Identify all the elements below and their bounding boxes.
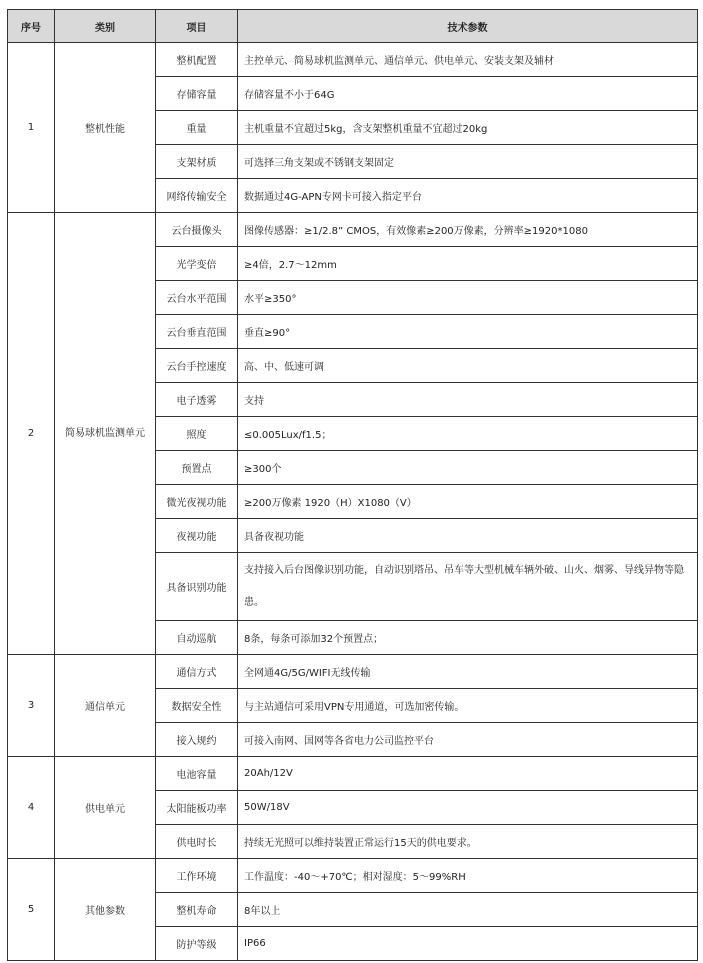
group-category: 整机性能 — [55, 43, 156, 213]
row-item: 网络传输安全 — [156, 179, 238, 213]
row-spec: 工作温度：-40～+70℃；相对湿度：5～99%RH — [238, 859, 698, 893]
row-spec: 50W/18V — [238, 791, 698, 825]
header-spec: 技术参数 — [238, 10, 698, 43]
group-category: 其他参数 — [55, 859, 156, 961]
row-spec: 支持 — [238, 383, 698, 417]
header-item: 项目 — [156, 10, 238, 43]
row-item: 供电时长 — [156, 825, 238, 859]
row-spec: 高、中、低速可调 — [238, 349, 698, 383]
group-category-text: 简易球机监测单元 — [65, 427, 145, 439]
row-spec: ≥4倍，2.7～12mm — [238, 247, 698, 281]
row-spec: ≥200万像素 1920（H）X1080（V） — [238, 485, 698, 519]
row-spec: ≤0.005Lux/f1.5； — [238, 417, 698, 451]
row-spec: 水平≥350° — [238, 281, 698, 315]
table-row — [8, 655, 698, 689]
row-item: 云台手控速度 — [156, 349, 238, 383]
row-item: 具备识别功能 — [156, 553, 238, 621]
row-item: 自动巡航 — [156, 621, 238, 655]
row-item: 存储容量 — [156, 77, 238, 111]
row-item: 整机寿命 — [156, 893, 238, 927]
row-spec: 支持接入后台图像识别功能，自动识别塔吊、吊车等大型机械车辆外破、山火、烟雾、导线异物等隐患。 — [238, 553, 698, 621]
spec-table — [7, 9, 698, 961]
row-item: 云台摄像头 — [156, 213, 238, 247]
row-item: 整机配置 — [156, 43, 238, 77]
group-no: 5 — [8, 859, 55, 961]
header-row — [8, 10, 698, 43]
header-no: 序号 — [8, 10, 55, 43]
row-item: 支架材质 — [156, 145, 238, 179]
row-item: 电子透雾 — [156, 383, 238, 417]
row-spec: 主控单元、简易球机监测单元、通信单元、供电单元、安装支架及辅材 — [238, 43, 698, 77]
row-item: 通信方式 — [156, 655, 238, 689]
group-no: 2 — [8, 213, 55, 655]
row-item: 微光夜视功能 — [156, 485, 238, 519]
row-spec: IP66 — [238, 927, 698, 961]
table-row — [8, 43, 698, 77]
table-row — [8, 859, 698, 893]
row-spec: 数据通过4G-APN专网卡可接入指定平台 — [238, 179, 698, 213]
row-item: 夜视功能 — [156, 519, 238, 553]
row-item: 云台水平范围 — [156, 281, 238, 315]
row-item: 电池容量 — [156, 757, 238, 791]
table-row — [8, 213, 698, 247]
group-category — [55, 213, 156, 655]
row-spec: 与主站通信可采用VPN专用通道，可选加密传输。 — [238, 689, 698, 723]
row-spec: 存储容量不小于64G — [238, 77, 698, 111]
row-spec: 垂直≥90° — [238, 315, 698, 349]
row-item: 重量 — [156, 111, 238, 145]
group-category: 通信单元 — [55, 655, 156, 757]
group-no: 1 — [8, 43, 55, 213]
row-item: 太阳能板功率 — [156, 791, 238, 825]
row-spec: 持续无光照可以维持装置正常运行15天的供电要求。 — [238, 825, 698, 859]
header-category: 类别 — [55, 10, 156, 43]
row-spec: 全网通4G/5G/WIFI无线传输 — [238, 655, 698, 689]
row-item: 云台垂直范围 — [156, 315, 238, 349]
row-item: 光学变倍 — [156, 247, 238, 281]
row-spec: 具备夜视功能 — [238, 519, 698, 553]
row-spec: 8年以上 — [238, 893, 698, 927]
row-spec: 20Ah/12V — [238, 757, 698, 791]
row-item: 防护等级 — [156, 927, 238, 961]
group-no: 3 — [8, 655, 55, 757]
row-item: 工作环境 — [156, 859, 238, 893]
row-item: 照度 — [156, 417, 238, 451]
row-item: 预置点 — [156, 451, 238, 485]
row-spec: 可选择三角支架或不锈钢支架固定 — [238, 145, 698, 179]
row-spec: ≥300个 — [238, 451, 698, 485]
row-spec: 可接入南网、国网等各省电力公司监控平台 — [238, 723, 698, 757]
row-item: 接入规约 — [156, 723, 238, 757]
row-spec: 主机重量不宜超过5kg，含支架整机重量不宜超过20kg — [238, 111, 698, 145]
group-no: 4 — [8, 757, 55, 859]
row-spec: 图像传感器：≥1/2.8” CMOS，有效像素≥200万像素，分辨率≥1920*1080 — [238, 213, 698, 247]
row-item: 数据安全性 — [156, 689, 238, 723]
row-spec: 8条，每条可添加32个预置点； — [238, 621, 698, 655]
group-category: 供电单元 — [55, 757, 156, 859]
table-row — [8, 757, 698, 791]
